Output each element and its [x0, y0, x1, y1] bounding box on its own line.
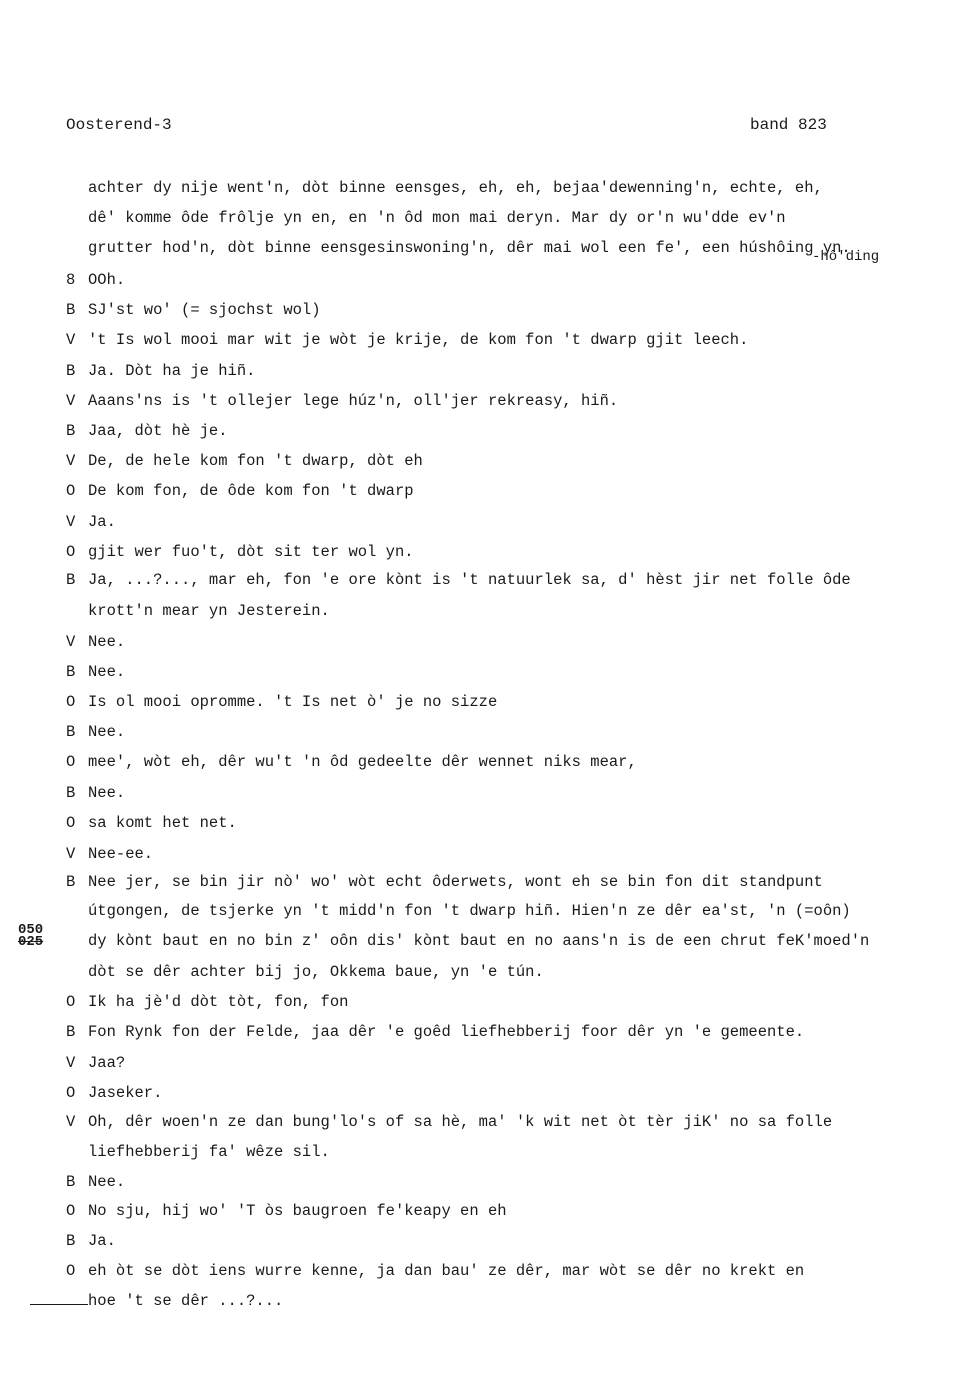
- speaker-label: V: [66, 452, 76, 470]
- margin-note-counter: 050: [18, 922, 44, 938]
- line-text: Aaans'ns is 't ollejer lege húz'n, oll'jer rekreasy, hiñ.: [88, 392, 619, 410]
- speaker-label: V: [66, 331, 76, 349]
- line-text: krott'n mear yn Jesterein.: [88, 602, 330, 620]
- line-text: eh òt se dòt iens wurre kenne, ja dan bau' ze dêr, mar wòt se dêr no krekt en: [88, 1262, 805, 1280]
- line-text: Jaa?: [88, 1054, 126, 1072]
- line-text: dy kònt baut en no bin z' oôn dis' kònt baut en no aans'n is de een chrut feK'moed'n: [88, 932, 870, 950]
- speaker-label: B: [66, 723, 76, 741]
- line-text: Nee-ee.: [88, 845, 154, 863]
- speaker-label: B: [66, 663, 76, 681]
- line-text: Nee.: [88, 633, 126, 651]
- speaker-label: O: [66, 753, 76, 771]
- line-text: Ja.: [88, 513, 116, 531]
- speaker-label: V: [66, 633, 76, 651]
- speaker-label: V: [66, 392, 76, 410]
- speaker-label: O: [66, 1202, 76, 1220]
- line-text: grutter hod'n, dòt binne eensgesinswoning'n, dêr mai wol een fe', een húshôing yn.: [88, 239, 851, 257]
- speaker-label: B: [66, 422, 76, 440]
- line-text: Ja, ...?..., mar eh, fon 'e ore kònt is 't natuurlek sa, d' hèst jir net folle ôde: [88, 571, 851, 589]
- speaker-label: O: [66, 693, 76, 711]
- speaker-label: O: [66, 543, 76, 561]
- speaker-label: O: [66, 814, 76, 832]
- line-text: De kom fon, de ôde kom fon 't dwarp: [88, 482, 414, 500]
- speaker-label: B: [66, 301, 76, 319]
- line-text: dê' komme ôde frôlje yn en, en 'n ôd mon mai deryn. Mar dy or'n wu'dde ev'n: [88, 209, 786, 227]
- line-text: mee', wòt eh, dêr wu't 'n ôd gedeelte dêr wennet niks mear,: [88, 753, 637, 771]
- line-text: Ja.: [88, 1232, 116, 1250]
- speaker-label: V: [66, 845, 76, 863]
- header-right: band 823: [750, 116, 827, 134]
- speaker-label: O: [66, 482, 76, 500]
- speaker-label: B: [66, 873, 76, 891]
- line-text: SJ'st wo' (= sjochst wol): [88, 301, 321, 319]
- line-text: OOh.: [88, 271, 126, 289]
- line-text: Nee jer, se bin jir nò' wo' wòt echt ôderwets, wont eh se bin fon dit standpunt: [88, 873, 823, 891]
- line-text: Oh, dêr woen'n ze dan bung'lo's of sa hè, ma' 'k wit net òt tèr jiK' no sa folle: [88, 1113, 833, 1131]
- header-left: Oosterend-3: [66, 116, 172, 134]
- line-text: Jaa, dòt hè je.: [88, 422, 228, 440]
- speaker-label: B: [66, 1023, 76, 1041]
- line-text: Fon Rynk fon der Felde, jaa dêr 'e goêd liefhebberij foor dêr yn 'e gemeente.: [88, 1023, 805, 1041]
- speaker-label: O: [66, 1084, 76, 1102]
- line-text: Nee.: [88, 723, 126, 741]
- line-text: De, de hele kom fon 't dwarp, dòt eh: [88, 452, 423, 470]
- handwritten-annotation: -hô'ding: [812, 249, 880, 265]
- line-text: hoe 't se dêr ...?...: [88, 1292, 284, 1310]
- line-text: Nee.: [88, 1173, 126, 1191]
- line-text: 't Is wol mooi mar wit je wòt je krije, de kom fon 't dwarp gjit leech.: [88, 331, 749, 349]
- speaker-label: B: [66, 1173, 76, 1191]
- line-text: liefhebberij fa' wêze sil.: [88, 1143, 330, 1161]
- line-text: No sju, hij wo' 'T òs baugroen fe'keapy en eh: [88, 1202, 507, 1220]
- speaker-label: V: [66, 1054, 76, 1072]
- speaker-label: B: [66, 362, 76, 380]
- line-text: achter dy nije went'n, dòt binne eensges, eh, eh, bejaa'dewenning'n, echte, eh,: [88, 179, 823, 197]
- line-text: Ik ha jè'd dòt tòt, fon, fon: [88, 993, 349, 1011]
- line-text: útgongen, de tsjerke yn 't midd'n fon 't dwarp hiñ. Hien'n ze dêr ea'st, 'n (=oôn): [88, 902, 851, 920]
- line-text: Nee.: [88, 784, 126, 802]
- line-text: sa komt het net.: [88, 814, 237, 832]
- speaker-label: 8: [66, 271, 76, 289]
- line-text: dòt se dêr achter bij jo, Okkema baue, yn 'e tún.: [88, 963, 544, 981]
- line-text: Is ol mooi opromme. 't Is net ò' je no sizze: [88, 693, 498, 711]
- margin-note-counter-struck: 025: [18, 934, 44, 950]
- speaker-label: O: [66, 993, 76, 1011]
- margin-rule: [30, 1304, 88, 1305]
- speaker-label: O: [66, 1262, 76, 1280]
- line-text: Ja. Dòt ha je hiñ.: [88, 362, 256, 380]
- line-text: gjit wer fuo't, dòt sit ter wol yn.: [88, 543, 414, 561]
- speaker-label: B: [66, 1232, 76, 1250]
- speaker-label: B: [66, 784, 76, 802]
- line-text: Nee.: [88, 663, 126, 681]
- speaker-label: V: [66, 1113, 76, 1131]
- speaker-label: B: [66, 571, 76, 589]
- speaker-label: V: [66, 513, 76, 531]
- line-text: Jaseker.: [88, 1084, 163, 1102]
